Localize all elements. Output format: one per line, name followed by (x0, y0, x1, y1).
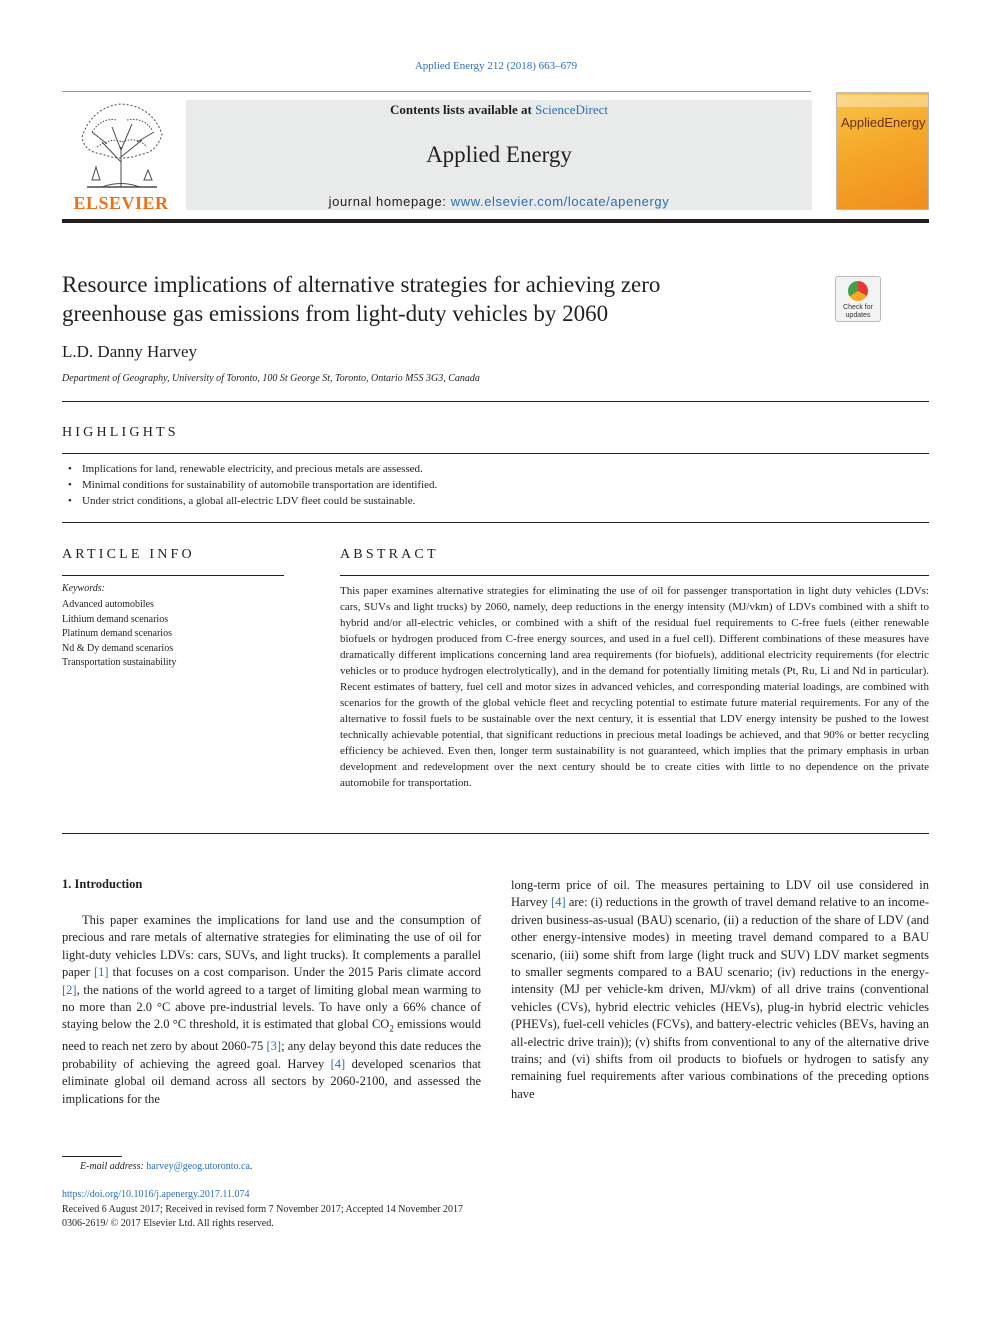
email-suffix: . (249, 1161, 253, 1172)
highlights-list (62, 461, 922, 509)
email-footnote (80, 1161, 252, 1172)
highlight-item (62, 493, 922, 509)
cover-title: AppliedEnergy (841, 115, 926, 130)
keyword-item: Transportation sustainability (62, 657, 177, 668)
journal-citation[interactable]: Applied Energy 212 (2018) 663–679 (414, 60, 578, 72)
divider (62, 575, 284, 576)
divider (62, 833, 929, 834)
issn-copyright: 0306-2619/ © 2017 Elsevier Ltd. All rights reserved. (62, 1218, 274, 1229)
journal-title: Applied Energy (426, 142, 572, 167)
body-column-left (62, 912, 481, 1108)
email-label: E-mail address: (80, 1161, 147, 1172)
check-updates-icon (848, 281, 868, 301)
highlight-text: Under strict conditions, a global all-electric LDV fleet could be sustainable. (82, 495, 416, 507)
received-dates: Received 6 August 2017; Received in revised form 7 November 2017; Accepted 14 November 2017 (62, 1204, 464, 1215)
highlight-item (62, 461, 922, 477)
citation-link[interactable]: [4] (330, 1056, 346, 1071)
contents-line (186, 102, 812, 118)
contents-prefix: Contents lists available at (389, 102, 536, 117)
journal-homepage-link[interactable]: www.elsevier.com/locate/apenergy (450, 194, 670, 209)
journal-homepage-line (186, 194, 812, 209)
body-text: developed scenarios that eliminate global oil demand across all sectors by 2060-2100, and assessed the implications for the (62, 1056, 481, 1106)
citation-link[interactable]: [1] (93, 965, 109, 980)
email-link[interactable]: harvey@geog.utoronto.ca (146, 1161, 250, 1172)
body-text: emissions would need to reach net zero by about 2060-75 (62, 1017, 481, 1054)
divider (62, 522, 929, 523)
keyword-item: Platinum demand scenarios (62, 628, 172, 639)
abstract-text: This paper examines alternative strategies for eliminating the use of oil for passenger transportation in light duty vehicles (LDVs: cars, SUVs and light trucks) by 2060, namely, deep reductions in the energy intensity (MJ/vkm) of LDVs combined with a shift to hybrid and/or all-electric vehicles, or combined with a shift of the residual fuel requirements to C-free fuels (either renewable biofuels or hydrogen produced from C-free energy sources, and used in a fuel cell). Different combinations of these measures have dramatically different implications concerning land area requirements (for biofuels), additional electricity requirements (for electric vehicles or to produce hydrogen electrolytically), and in the demand for potentially limiting metals (Pt, Ru, Li and Nd in particular). Recent estimates of battery, fuel cell and motor sizes in advanced vehicles, and corresponding material loadings, are combined with scenarios for the growth of the global vehicle fleet and recycling potential to estimate future material requirements. For any of the alternative to fossil fuels to be sustainable over the next century, it is essential that LDV energy intensity be pushed to the lowest technically achievable potential, that significant reductions in precious metal loadings be achieved, and that 90% or better recycling efficiency be achieved. Even then, longer term sustainability is not guaranteed, which implies that the primary emphasis in urban development and redevelopment over the next century should be to create cities with little to no dependence on the private automobile for transportation. (340, 585, 929, 789)
citation-link[interactable]: [2] (62, 982, 77, 997)
footnote-rule (62, 1156, 122, 1157)
bullet-icon: • (68, 479, 72, 491)
author-name: L.D. Danny Harvey (62, 342, 198, 361)
article-title (62, 270, 762, 328)
bullet-icon: • (68, 495, 72, 507)
keywords-label: Keywords: (62, 583, 105, 594)
highlights-heading: HIGHLIGHTS (62, 425, 179, 440)
author-affiliation: Department of Geography, University of Toronto, 100 St George St, Toronto, Ontario M5S 3G3, Canada (62, 373, 480, 384)
check-updates-label: Check for updates (843, 304, 873, 319)
keyword-item: Advanced automobiles (62, 599, 154, 610)
highlight-text: Minimal conditions for sustainability of automobile transportation are identified. (82, 479, 438, 491)
section-heading-introduction: 1. Introduction (62, 877, 143, 891)
body-text: are: (i) reductions in the growth of travel demand relative to an income-driven business-as-usual (BAU) scenario, (ii) a reduction of the share of LDV (and other energy-intensive modes) in meeting travel demand compared to a BAU scenario, (iii) some shift from large (light truck and SUV) LDV market segments to smaller segments compared to a BAU scenario; (iv) reductions in the energy-intensity (MJ per vehicle-km driven, MJ/vkm) of all drive trains (conventional vehicles (CVs), hybrid electric vehicles (HEVs), plug-in hybrid electric vehicles (PHEVs), fuel-cell vehicles (FCVs), and battery-electric vehicles (BEVs, having an all-electric drive train)); (v) shifts from conventional to any of the alternative drive trains; and (vi) shifts from oil products to biofuels or hydrogen to satisfy any remaining fuel requirements after various combinations of the preceding options have (511, 895, 929, 1101)
body-text: ; any delay beyond this date reduces the probability of achieving the agreed goal. Harvey (62, 1039, 481, 1071)
homepage-prefix: journal homepage: (328, 194, 451, 209)
citation-link[interactable]: [4] (551, 895, 566, 910)
highlight-text: Implications for land, renewable electricity, and precious metals are assessed. (82, 463, 423, 475)
check-for-updates-badge[interactable] (835, 276, 881, 322)
article-title-line-2: greenhouse gas emissions from light-duty vehicles by 2060 (62, 301, 609, 326)
divider (62, 401, 929, 402)
bullet-icon: • (68, 463, 72, 475)
highlight-item (62, 477, 922, 493)
subscript: 2 (389, 1023, 394, 1034)
body-column-right (511, 877, 929, 1103)
keyword-item: Nd & Dy demand scenarios (62, 642, 174, 654)
journal-cover-thumbnail[interactable] (836, 92, 929, 210)
article-title-line-1: Resource implications of alternative strategies for achieving zero (62, 272, 661, 297)
article-info-heading: ARTICLE INFO (62, 547, 195, 562)
divider (62, 453, 929, 454)
body-text: long-term price of oil. The measures pertaining to LDV oil use considered in Harvey (511, 878, 929, 910)
cover-strip (837, 95, 929, 107)
elsevier-wordmark: ELSEVIER (73, 193, 169, 213)
divider (340, 575, 929, 576)
header-bottom-rule (62, 219, 929, 223)
keywords-list (62, 598, 176, 671)
body-text: that focuses on a cost comparison. Under the 2015 Paris climate accord (108, 965, 481, 980)
body-text: , the nations of the world agreed to a target of limiting global mean warming to no more than 2.0 °C above pre-industrial levels. To have only a 66% chance of staying below the 2.0 °C threshold, it is estimated that global CO (62, 982, 481, 1032)
abstract-heading: ABSTRACT (340, 547, 439, 562)
body-text: This paper examines the implications for land use and the consumption of precious and rare metals of alternative strategies for eliminating the use of oil for light-duty vehicles LDVs: cars, SUVs, and light trucks). It complements a parallel paper (62, 913, 481, 980)
keyword-item: Lithium demand scenarios (62, 613, 169, 625)
sciencedirect-link[interactable]: ScienceDirect (535, 102, 609, 117)
doi-link[interactable]: https://doi.org/10.1016/j.apenergy.2017.11.074 (62, 1189, 250, 1200)
citation-link[interactable]: [3] (266, 1039, 282, 1054)
